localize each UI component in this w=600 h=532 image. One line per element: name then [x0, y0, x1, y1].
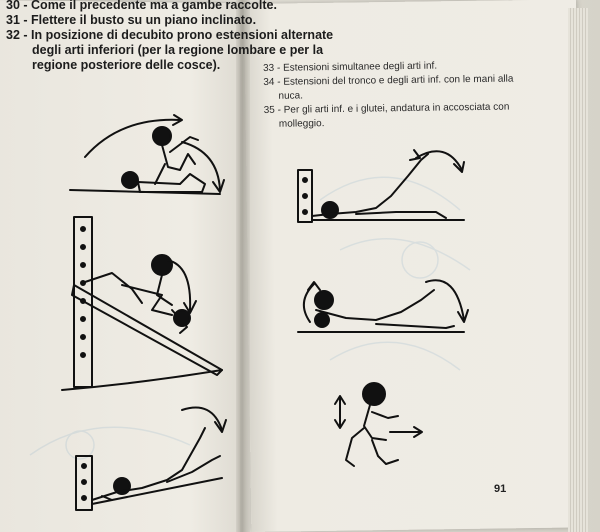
page-number: 91	[494, 483, 507, 495]
item-text: nuca.	[278, 90, 304, 102]
instruction-32-cont-2	[6, 58, 242, 73]
item-number: 30	[6, 0, 20, 12]
item-number: 34	[263, 76, 275, 88]
item-text: degli arti inferiori (per la regione lombare e per la	[32, 43, 324, 57]
page-edges	[568, 8, 588, 532]
item-text: - Estensioni del tronco e degli arti inf. con le mani alla	[277, 73, 514, 88]
instruction-30	[6, 0, 277, 13]
instruction-31	[6, 13, 257, 28]
item-text: regione posteriore delle cosce).	[32, 58, 221, 72]
instruction-35-cont	[264, 114, 564, 131]
figure-34-person-exercise-icon	[296, 272, 468, 342]
figure-30-person-exercise-icon	[70, 112, 230, 204]
figure-35-person-exercise-icon	[326, 378, 426, 474]
instruction-32	[6, 28, 334, 43]
figure-32-person-exercise-icon	[72, 400, 230, 510]
book-gutter	[236, 0, 250, 532]
item-text: - In posizione di decubito prono estensioni alternate	[23, 28, 334, 42]
item-number: 33	[263, 62, 275, 74]
item-number: 35	[263, 104, 275, 116]
item-text: - Per gli arti inf. e i glutei, andatura in accosciata con	[277, 101, 510, 116]
item-text: molleggio.	[278, 118, 325, 130]
figure-31-person-exercise-icon	[62, 215, 230, 395]
figure-33-person-exercise-icon	[296, 140, 468, 226]
item-text: - Flettere il busto su un piano inclinato.	[23, 13, 257, 27]
instruction-32-cont-1	[6, 43, 324, 58]
item-number: 31	[6, 13, 20, 27]
item-text: - Estensioni simultanee degli arti inf.	[276, 60, 438, 74]
item-number: 32	[6, 28, 20, 42]
right-page-text	[263, 58, 564, 132]
item-text: - Come il precedente ma a gambe raccolte.	[23, 0, 277, 12]
